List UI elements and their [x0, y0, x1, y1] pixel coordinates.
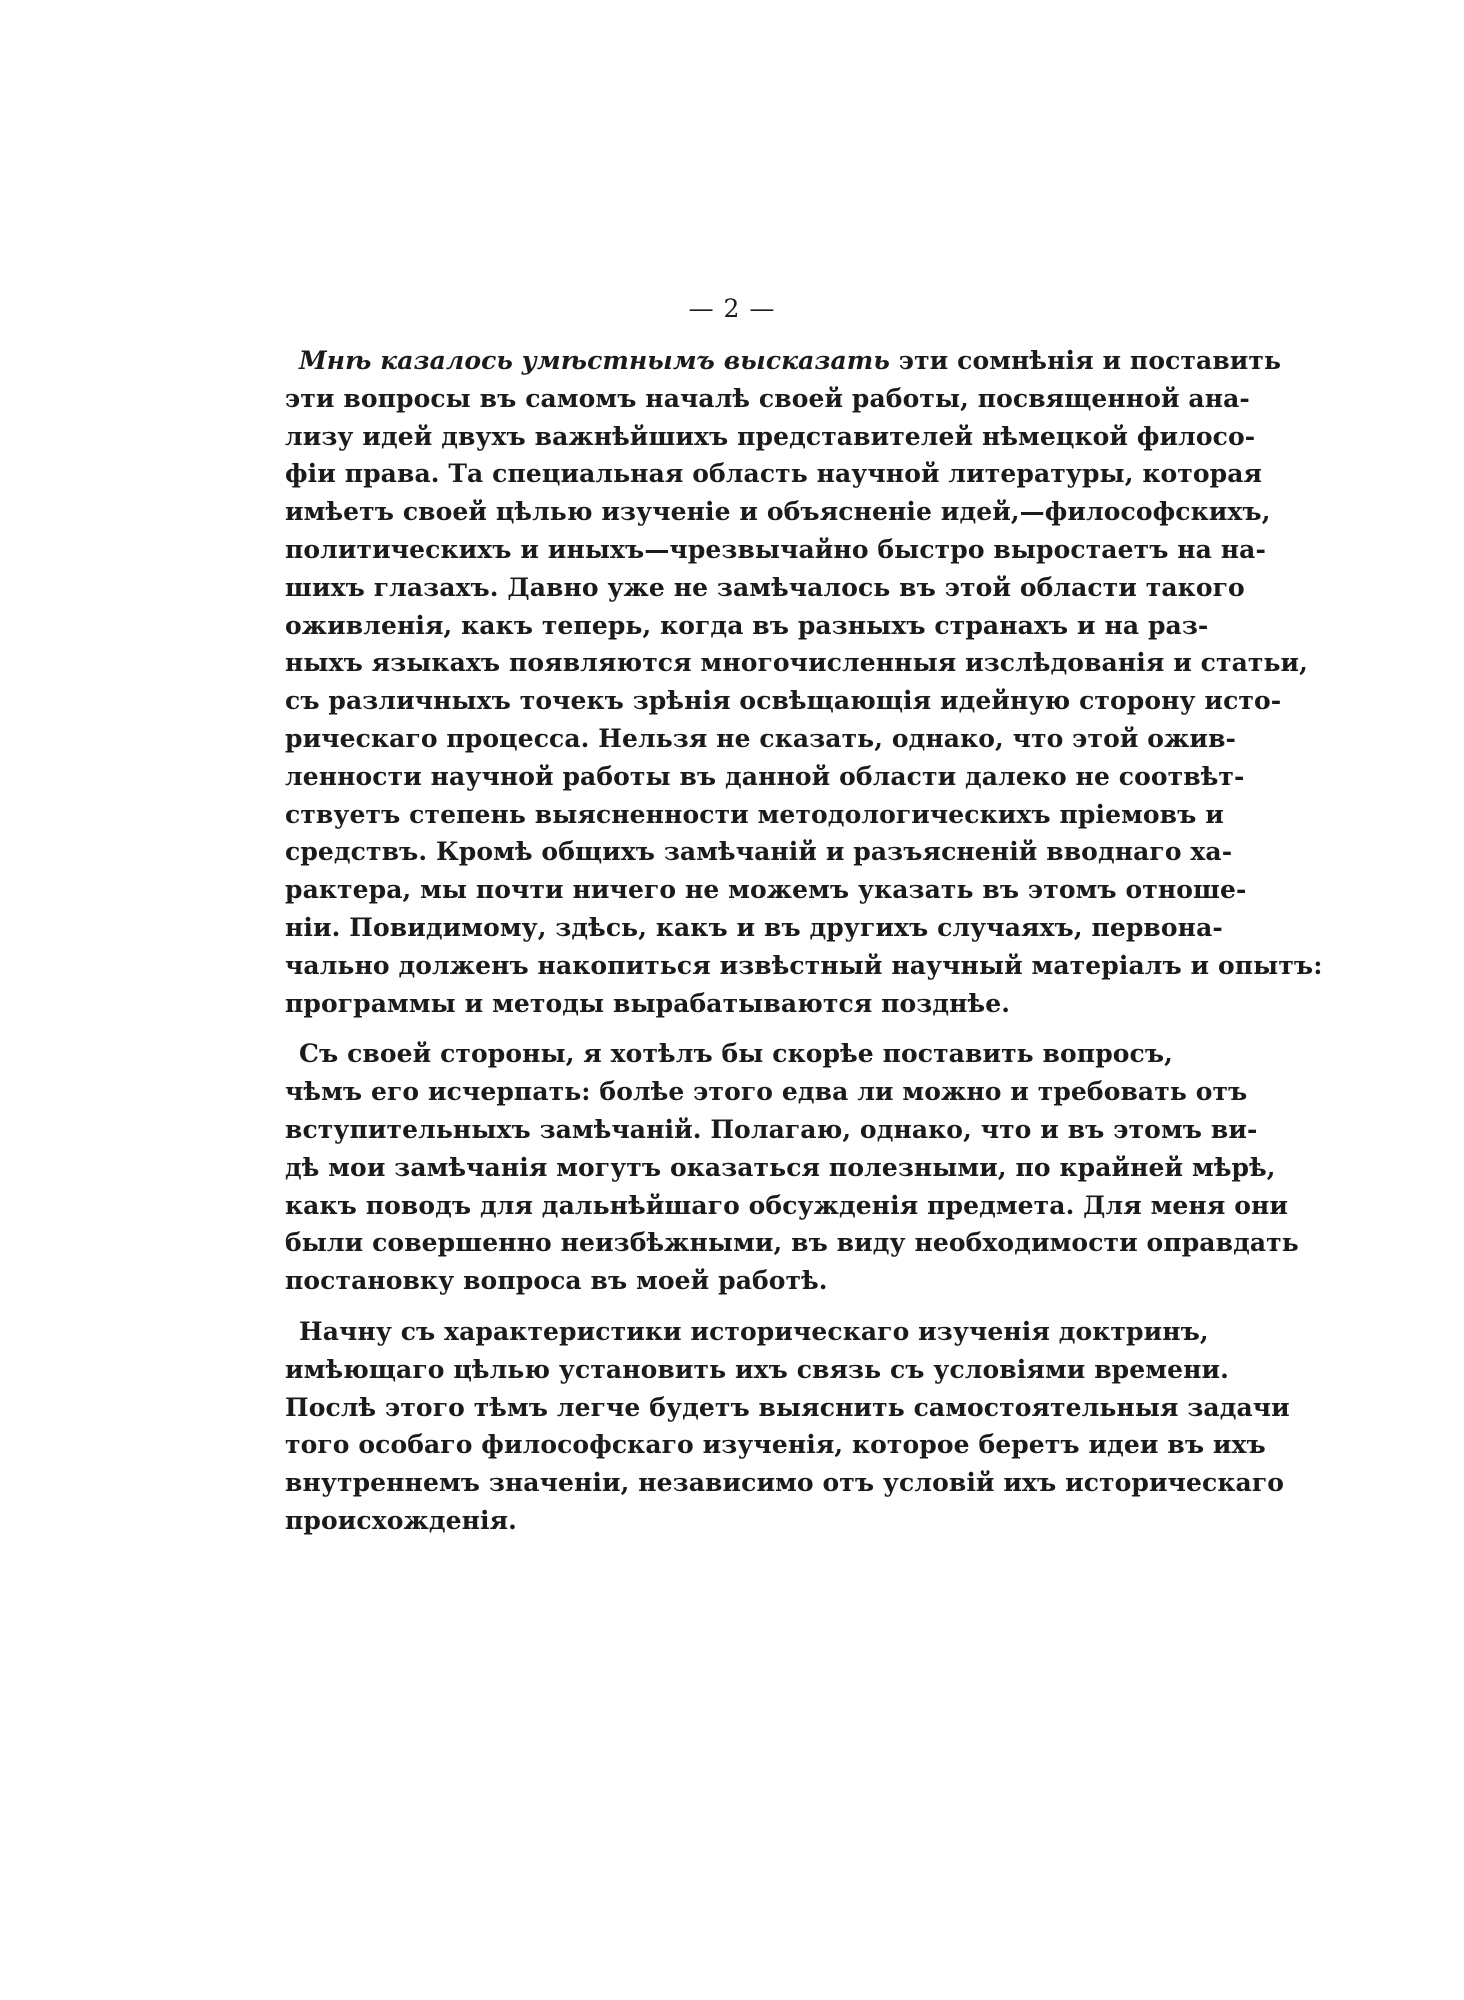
- text-line: чально долженъ накопиться извѣстный научный матеріалъ и опытъ:: [285, 950, 1323, 980]
- text-line: постановку вопроса въ моей работѣ.: [285, 1266, 828, 1296]
- text-line: рактера, мы почти ничего не можемъ указать въ этомъ отноше-: [285, 875, 1247, 905]
- text-line: вступительныхъ замѣчаній. Полагаю, однако, что и въ этомъ ви-: [285, 1114, 1258, 1144]
- text-line: имѣетъ своей цѣлью изученіе и объясненіе идей,—философскихъ,: [285, 497, 1271, 527]
- paragraph: [285, 1035, 1299, 1300]
- text-line: ніи. Повидимому, здѣсь, какъ и въ другихъ случаяхъ, первона-: [285, 912, 1223, 942]
- text-line: были совершенно неизбѣжными, въ виду необходимости оправдать: [285, 1228, 1299, 1258]
- text-line: происхожденія.: [285, 1505, 517, 1535]
- text-line: средствъ. Кромѣ общихъ замѣчаній и разъясненій вводнаго ха-: [285, 837, 1233, 867]
- text-line: имѣющаго цѣлью установить ихъ связь съ условіями времени.: [285, 1354, 1229, 1384]
- text-line: чѣмъ его исчерпать: болѣе этого едва ли можно и требовать отъ: [285, 1077, 1248, 1107]
- text-line: лизу идей двухъ важнѣйшихъ представителей нѣмецкой филосо-: [285, 421, 1256, 451]
- paragraph: [285, 1313, 1290, 1540]
- text-line: внутреннемъ значеніи, независимо отъ условій ихъ историческаго: [285, 1468, 1285, 1498]
- text-line: шихъ глазахъ. Давно уже не замѣчалось въ этой области такого: [285, 572, 1245, 602]
- paragraph-gap: [285, 1022, 1138, 1035]
- text-line: фіи права. Та специальная область научной литературы, которая: [285, 459, 1263, 489]
- text-line: оживленія, какъ теперь, когда въ разныхъ странахъ и на раз-: [285, 610, 1209, 640]
- text-line: рическаго процесса. Нельзя не сказать, однако, что этой ожив-: [285, 723, 1237, 753]
- text-line: того особаго философскаго изученія, которое беретъ идеи въ ихъ: [285, 1430, 1266, 1460]
- text-line: эти вопросы въ самомъ началѣ своей работы, посвященной ана-: [285, 383, 1250, 413]
- body-text: [285, 342, 1323, 1540]
- text-line: Съ своей стороны, я хотѣлъ бы скорѣе поставить вопросъ,: [299, 1039, 1173, 1069]
- text-line: политическихъ и иныхъ—чрезвычайно быстро выростаетъ на на-: [285, 534, 1266, 564]
- text-line: Послѣ этого тѣмъ легче будетъ выяснить самостоятельныя задачи: [285, 1392, 1290, 1422]
- text-line: съ различныхъ точекъ зрѣнія освѣщающія идейную сторону исто-: [285, 686, 1282, 716]
- page-number: — 2 —: [688, 294, 776, 323]
- paragraph: [285, 342, 1323, 1022]
- text-line: программы и методы вырабатываются позднѣе.: [285, 988, 1011, 1018]
- text-line: ленности научной работы въ данной области далеко не соотвѣт-: [285, 761, 1245, 791]
- text-line: Начну съ характеристики историческаго изученія доктринъ,: [299, 1316, 1209, 1346]
- text-line: какъ поводъ для дальнѣйшаго обсужденія предмета. Для меня они: [285, 1190, 1289, 1220]
- text-line: Мнѣ казалось умѣстнымъ высказать эти сомнѣнія и поставить: [299, 346, 1282, 375]
- paragraph-gap: [285, 1300, 1138, 1313]
- text-line: ныхъ языкахъ появляются многочисленныя изслѣдованія и статьи,: [285, 648, 1308, 678]
- text-line: ствуетъ степень выясненности методологическихъ пріемовъ и: [285, 799, 1224, 829]
- text-line: дѣ мои замѣчанія могутъ оказаться полезными, по крайней мѣрѣ,: [285, 1152, 1276, 1182]
